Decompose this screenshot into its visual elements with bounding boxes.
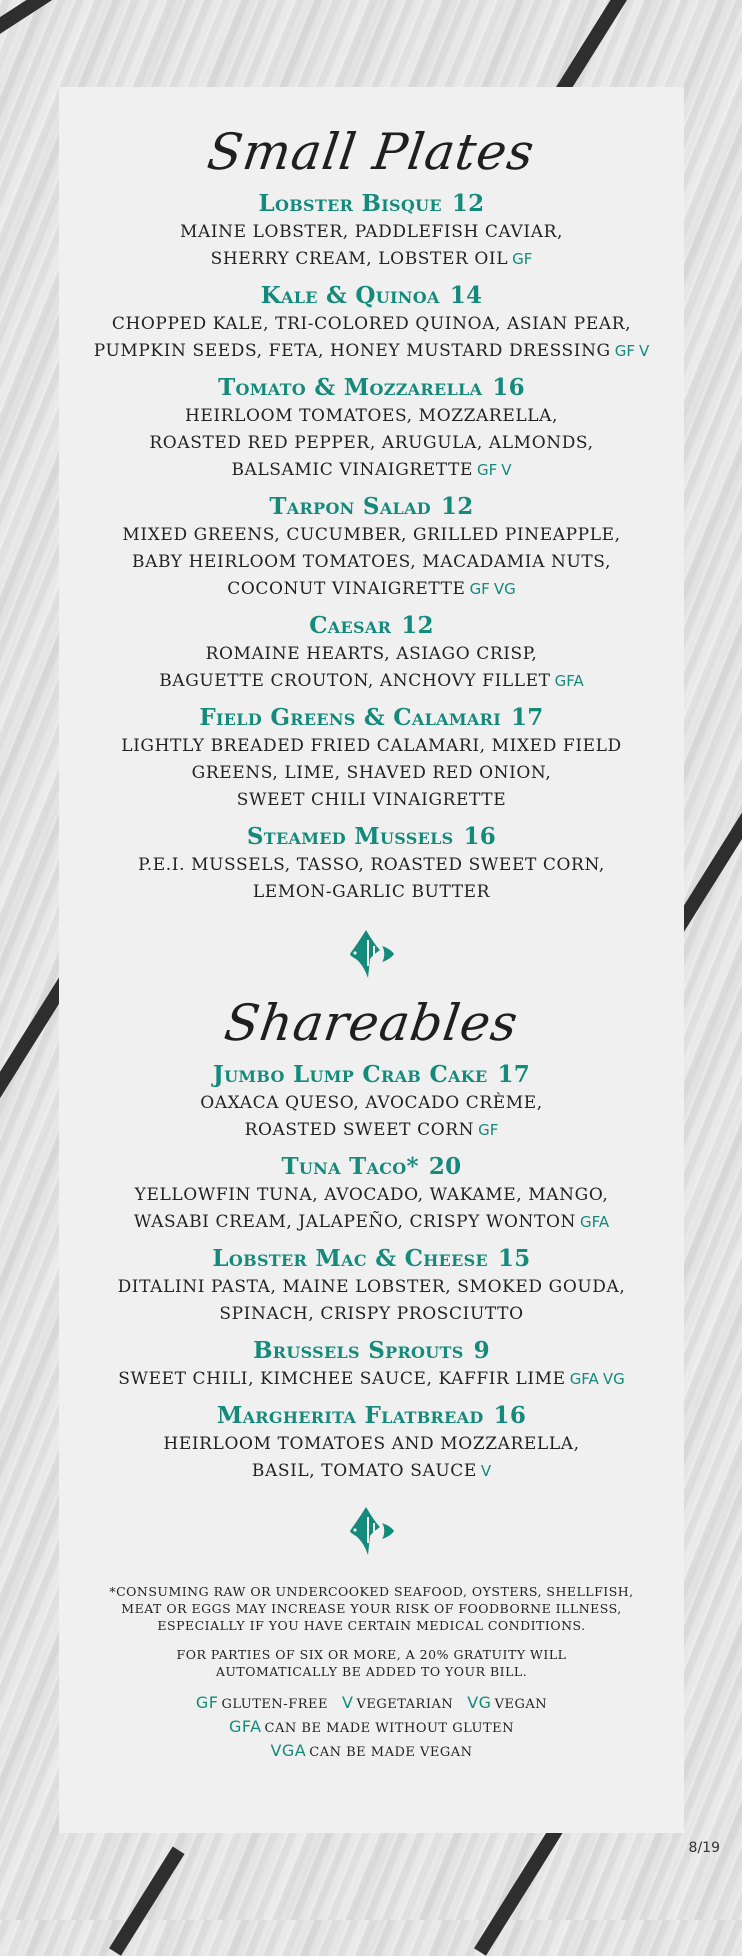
menu-item-title	[59, 189, 684, 219]
menu-item-name: Caesar	[309, 612, 392, 639]
menu-item-title	[59, 1060, 684, 1090]
menu-notes	[59, 1583, 684, 1764]
note-line: ESPECIALLY IF YOU HAVE CERTAIN MEDICAL CONDITIONS.	[157, 1618, 586, 1633]
description-text: ROASTED RED PEPPER, ARUGULA, ALMONDS,	[149, 433, 594, 453]
legend-entry	[228, 1717, 515, 1736]
menu-item-name: Kale & Quinoa	[260, 282, 440, 309]
shareables-list	[59, 1060, 684, 1485]
description-line	[75, 1209, 668, 1236]
dietary-tag: GFA	[569, 1370, 599, 1388]
menu-item-price: 12	[440, 493, 474, 520]
description-line	[75, 733, 668, 760]
legend-code: GF	[195, 1693, 219, 1712]
menu-item-name: Field Greens & Calamari	[199, 704, 501, 731]
consumption-warning	[59, 1583, 684, 1634]
menu-item-title	[59, 1401, 684, 1431]
dietary-tag: GF	[469, 580, 490, 598]
description-line	[75, 641, 668, 668]
menu-item-title	[59, 1244, 684, 1274]
description-text: MAINE LOBSTER, PADDLEFISH CAVIAR,	[179, 222, 564, 242]
menu-item	[59, 373, 684, 484]
note-line: AUTOMATICALLY BE ADDED TO YOUR BILL.	[215, 1664, 528, 1679]
legend-entry	[467, 1693, 548, 1712]
angelfish-icon	[346, 1503, 398, 1559]
menu-item-price: 17	[511, 704, 544, 731]
menu-item-title	[59, 1336, 684, 1366]
description-line	[75, 1366, 668, 1393]
menu-item	[59, 703, 684, 814]
description-line	[75, 338, 668, 365]
legend-entry	[341, 1693, 454, 1712]
dietary-tag: VG	[493, 580, 516, 598]
shareables-heading: Shareables	[221, 994, 522, 1052]
menu-item-description	[59, 311, 684, 365]
description-text: GREENS, LIME, SHAVED RED ONION,	[191, 763, 552, 783]
description-line	[75, 1274, 668, 1301]
dietary-tag: VG	[602, 1370, 625, 1388]
description-text: P.E.I. MUSSELS, TASSO, ROASTED SWEET CORN,	[138, 855, 605, 875]
description-text: BALSAMIC VINAIGRETTE	[231, 460, 474, 480]
legend-row	[59, 1740, 684, 1764]
menu-item-name: Brussels Sprouts	[253, 1337, 464, 1364]
description-line	[75, 852, 668, 879]
menu-item	[59, 822, 684, 906]
description-line	[75, 787, 668, 814]
angelfish-icon	[346, 926, 398, 982]
menu-item-title	[59, 1152, 684, 1182]
legend-label: VEGETARIAN	[356, 1697, 454, 1712]
menu-item-title	[59, 611, 684, 641]
description-text: ROASTED SWEET CORN	[244, 1120, 475, 1140]
dietary-tag: V	[501, 461, 512, 479]
description-line	[75, 1458, 668, 1485]
description-text: SPINACH, CRISPY PROSCIUTTO	[219, 1304, 524, 1324]
menu-item-title	[59, 703, 684, 733]
menu-item-name: Steamed Mussels	[246, 823, 454, 850]
description-line	[75, 246, 668, 273]
dietary-tag: GF	[512, 250, 533, 268]
menu-item-description	[59, 852, 684, 906]
description-text: DITALINI PASTA, MAINE LOBSTER, SMOKED GOUDA,	[117, 1277, 626, 1297]
description-text: LIGHTLY BREADED FRIED CALAMARI, MIXED FIELD	[121, 736, 622, 756]
menu-item	[59, 1244, 684, 1328]
menu-item	[59, 1401, 684, 1485]
legend-label: CAN BE MADE WITHOUT GLUTEN	[264, 1721, 515, 1736]
menu-item-title	[59, 281, 684, 311]
description-line	[75, 311, 668, 338]
description-text: OAXACA QUESO, AVOCADO CRÈME,	[200, 1093, 543, 1113]
menu-item-name: Margherita Flatbread	[216, 1402, 484, 1429]
menu-item-name: Tomato & Mozzarella	[218, 374, 483, 401]
legend-code: VG	[467, 1693, 492, 1712]
menu-item-description	[59, 1090, 684, 1144]
dietary-tag: GFA	[580, 1213, 610, 1231]
description-text: HEIRLOOM TOMATOES, MOZZARELLA,	[185, 406, 558, 426]
note-line: FOR PARTIES OF SIX OR MORE, A 20% GRATUITY WILL	[176, 1647, 567, 1662]
legend-row	[59, 1692, 684, 1716]
description-line	[75, 1182, 668, 1209]
page-number: 8/19	[688, 1840, 720, 1856]
dietary-legend	[59, 1692, 684, 1764]
menu-item-title	[59, 373, 684, 403]
menu-item-description	[59, 1366, 684, 1393]
menu-item	[59, 281, 684, 365]
menu-item-price: 15	[497, 1245, 531, 1272]
menu-item-name: Lobster Mac & Cheese	[212, 1245, 488, 1272]
description-line	[75, 403, 668, 430]
dietary-tag: V	[480, 1462, 492, 1480]
menu-item	[59, 492, 684, 603]
menu-item-name: Lobster Bisque	[258, 190, 442, 217]
menu-item-price: 9	[473, 1337, 490, 1364]
description-line	[75, 1090, 668, 1117]
legend-code: GFA	[228, 1717, 262, 1736]
description-line	[75, 879, 668, 906]
gratuity-note	[59, 1646, 684, 1680]
wood-stripe	[109, 1847, 184, 1956]
menu-item	[59, 611, 684, 695]
description-text: HEIRLOOM TOMATOES AND MOZZARELLA,	[163, 1434, 580, 1454]
menu-item-price: 17	[497, 1061, 531, 1088]
note-line: MEAT OR EGGS MAY INCREASE YOUR RISK OF FOODBORNE ILLNESS,	[121, 1601, 622, 1616]
description-text: BAGUETTE CROUTON, ANCHOVY FILLET	[159, 671, 551, 691]
menu-item	[59, 1152, 684, 1236]
description-text: LEMON-GARLIC BUTTER	[252, 882, 491, 902]
dietary-tag: GF	[477, 461, 498, 479]
menu-card	[59, 87, 684, 1833]
wood-stripe	[474, 1813, 571, 1956]
small-plates-list	[59, 189, 684, 906]
legend-label: VEGAN	[494, 1697, 548, 1712]
description-text: MIXED GREENS, CUCUMBER, GRILLED PINEAPPLE,	[122, 525, 621, 545]
description-text: SWEET CHILI, KIMCHEE SAUCE, KAFFIR LIME	[118, 1369, 566, 1389]
description-text: SWEET CHILI VINAIGRETTE	[236, 790, 507, 810]
legend-entry	[195, 1693, 328, 1712]
description-text: ROMAINE HEARTS, ASIAGO CRISP,	[205, 644, 538, 664]
dietary-tag: GF	[478, 1121, 499, 1139]
menu-item-name: Tarpon Salad	[269, 493, 431, 520]
menu-item-description	[59, 522, 684, 603]
menu-item-price: 16	[492, 374, 525, 401]
menu-item-price: 12	[401, 612, 434, 639]
legend-row	[59, 1716, 684, 1740]
description-text: PUMPKIN SEEDS, FETA, HONEY MUSTARD DRESSING	[93, 341, 611, 361]
menu-item-description	[59, 1431, 684, 1485]
legend-entry	[270, 1741, 473, 1760]
dietary-tag: GFA	[554, 672, 584, 690]
menu-item	[59, 189, 684, 273]
menu-item-price: 20	[428, 1153, 462, 1180]
menu-item-description	[59, 733, 684, 814]
description-line	[75, 1117, 668, 1144]
menu-item-title	[59, 822, 684, 852]
menu-item-price: 16	[463, 823, 497, 850]
description-line	[75, 522, 668, 549]
menu-item	[59, 1060, 684, 1144]
legend-code: V	[341, 1693, 354, 1712]
description-line	[75, 1431, 668, 1458]
description-line	[75, 219, 668, 246]
menu-item	[59, 1336, 684, 1393]
menu-item-price: 12	[451, 190, 485, 217]
description-line	[75, 549, 668, 576]
legend-label: GLUTEN-FREE	[221, 1697, 328, 1712]
dietary-tag: GF	[614, 342, 636, 360]
dietary-tag: V	[639, 342, 650, 360]
description-line	[75, 457, 668, 484]
menu-item-description	[59, 1274, 684, 1328]
description-text: YELLOWFIN TUNA, AVOCADO, WAKAME, MANGO,	[134, 1185, 609, 1205]
wood-stripe	[0, 0, 74, 51]
description-line	[75, 576, 668, 603]
menu-item-description	[59, 641, 684, 695]
description-text: SHERRY CREAM, LOBSTER OIL	[210, 249, 509, 269]
menu-item-price: 14	[449, 282, 483, 309]
menu-item-name: Tuna Taco*	[281, 1153, 419, 1180]
description-text: CHOPPED KALE, TRI-COLORED QUINOA, ASIAN PEAR,	[111, 314, 632, 334]
note-line: *CONSUMING RAW OR UNDERCOOKED SEAFOOD, OYSTERS, SHELLFISH,	[109, 1584, 634, 1599]
description-line	[75, 668, 668, 695]
menu-item-description	[59, 1182, 684, 1236]
description-line	[75, 760, 668, 787]
menu-item-price: 16	[493, 1402, 527, 1429]
description-text: COCONUT VINAIGRETTE	[227, 579, 466, 599]
description-text: BASIL, TOMATO SAUCE	[251, 1461, 477, 1481]
legend-label: CAN BE MADE VEGAN	[309, 1745, 473, 1760]
menu-item-name: Jumbo Lump Crab Cake	[212, 1061, 488, 1088]
description-text: WASABI CREAM, JALAPEÑO, CRISPY WONTON	[133, 1212, 576, 1232]
description-line	[75, 430, 668, 457]
menu-item-description	[59, 403, 684, 484]
description-line	[75, 1301, 668, 1328]
legend-code: VGA	[270, 1741, 307, 1760]
menu-item-description	[59, 219, 684, 273]
menu-item-title	[59, 492, 684, 522]
description-text: BABY HEIRLOOM TOMATOES, MACADAMIA NUTS,	[132, 552, 611, 572]
small-plates-heading: Small Plates	[204, 123, 539, 181]
